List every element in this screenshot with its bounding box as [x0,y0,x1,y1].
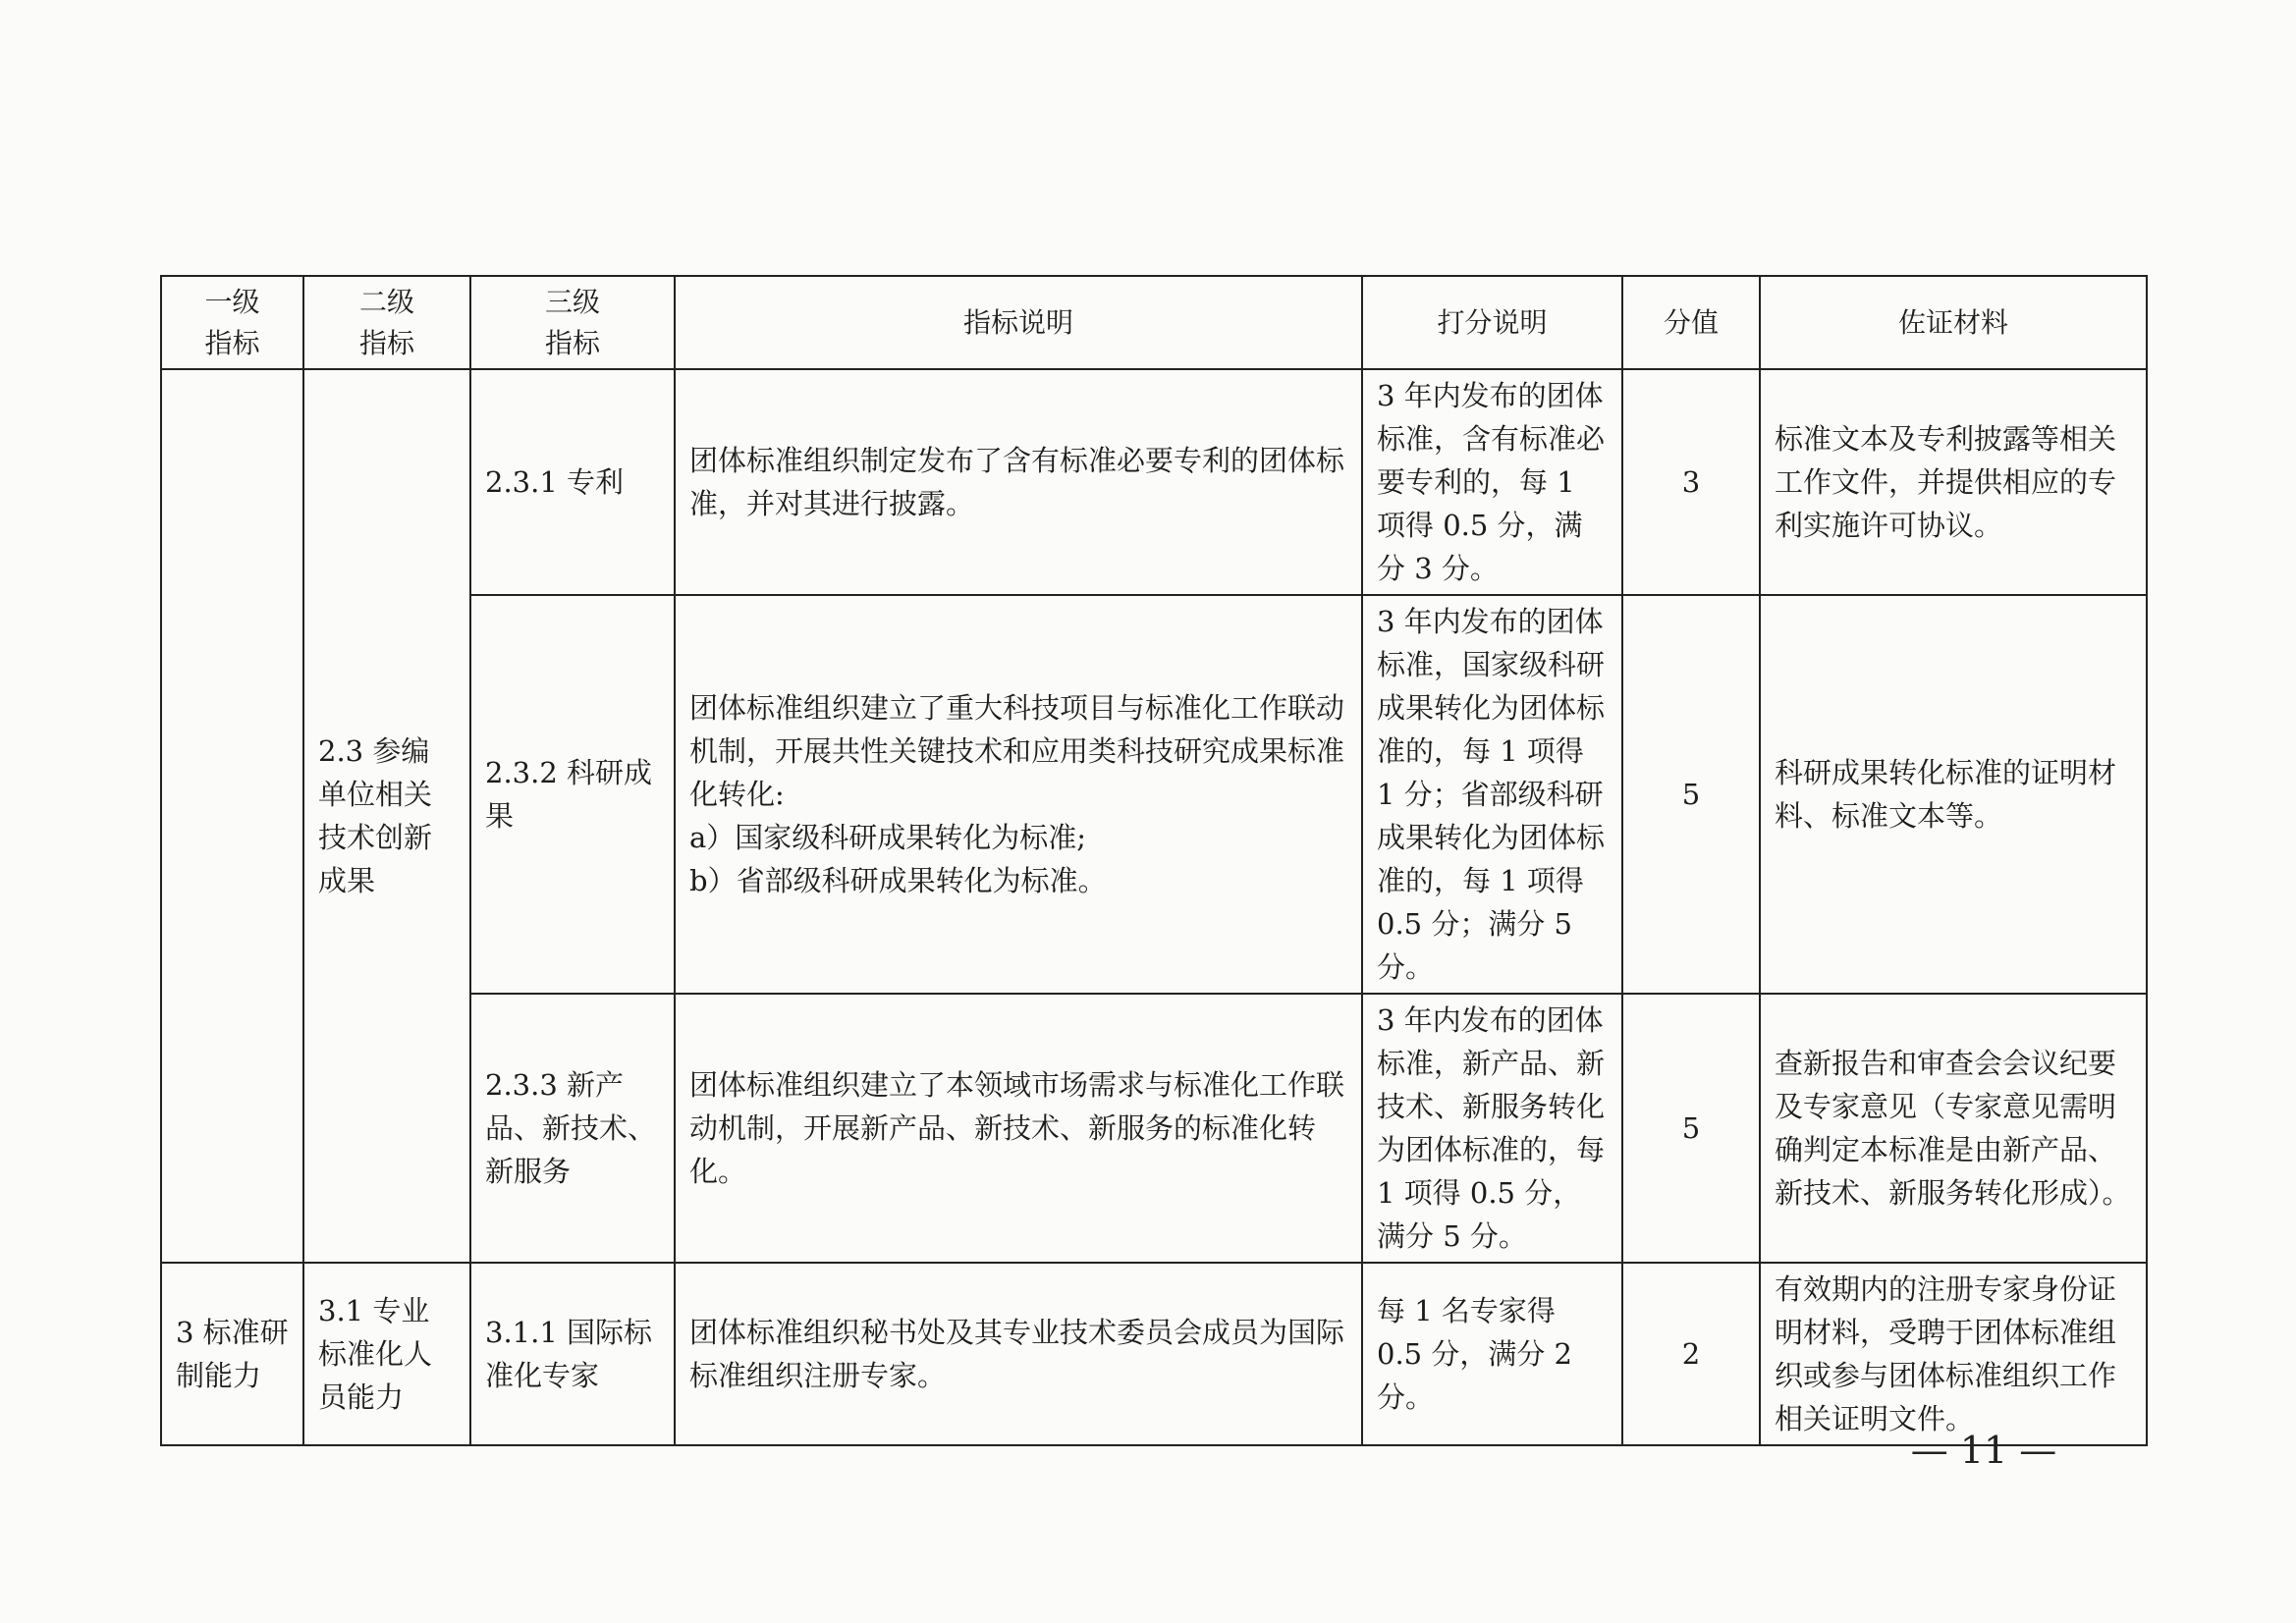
scoring-cell: 3 年内发布的团体标准，新产品、新技术、新服务转化为团体标准的，每 1 项得 0.5 分，满分 5 分。 [1362,994,1622,1263]
header-level2: 二级 指标 [303,276,470,369]
level3-cell: 2.3.2 科研成果 [470,595,675,994]
level2-cell: 3.1 专业标准化人员能力 [303,1263,470,1445]
table-row [161,1263,2147,1445]
table-row [161,369,2147,595]
points-cell: 2 [1622,1263,1760,1445]
description-cell: 团体标准组织制定发布了含有标准必要专利的团体标准，并对其进行披露。 [675,369,1362,595]
header-level3: 三级 指标 [470,276,675,369]
level1-cell: 3 标准研制能力 [161,1263,303,1445]
level3-cell: 2.3.3 新产品、新技术、新服务 [470,994,675,1263]
points-cell: 3 [1622,369,1760,595]
evidence-cell: 标准文本及专利披露等相关工作文件，并提供相应的专利实施许可协议。 [1760,369,2147,595]
header-row [161,276,2147,369]
scoring-cell: 3 年内发布的团体标准，国家级科研成果转化为团体标准的，每 1 项得 1 分；省部级科研成果转化为团体标准的，每 1 项得 0.5 分；满分 5 分。 [1362,595,1622,994]
evidence-cell: 有效期内的注册专家身份证明材料，受聘于团体标准组织或参与团体标准组织工作相关证明文件。 [1760,1263,2147,1445]
scoring-cell: 每 1 名专家得 0.5 分，满分 2 分。 [1362,1263,1622,1445]
level1-cell-empty [161,369,303,1263]
page-number: — 11 — [1910,1429,2057,1472]
level3-cell: 2.3.1 专利 [470,369,675,595]
scoring-cell: 3 年内发布的团体标准，含有标准必要专利的，每 1 项得 0.5 分，满分 3 分。 [1362,369,1622,595]
header-description: 指标说明 [675,276,1362,369]
header-scoring: 打分说明 [1362,276,1622,369]
description-cell: 团体标准组织秘书处及其专业技术委员会成员为国际标准组织注册专家。 [675,1263,1362,1445]
evaluation-table [160,275,2148,1446]
points-cell: 5 [1622,595,1760,994]
header-evidence: 佐证材料 [1760,276,2147,369]
points-cell: 5 [1622,994,1760,1263]
evidence-cell: 科研成果转化标准的证明材料、标准文本等。 [1760,595,2147,994]
description-cell: 团体标准组织建立了重大科技项目与标准化工作联动机制，开展共性关键技术和应用类科技研究成果标准化转化: a）国家级科研成果转化为标准; b）省部级科研成果转化为标准。 [675,595,1362,994]
description-cell: 团体标准组织建立了本领域市场需求与标准化工作联动机制，开展新产品、新技术、新服务的标准化转化。 [675,994,1362,1263]
level3-cell: 3.1.1 国际标准化专家 [470,1263,675,1445]
header-level1: 一级 指标 [161,276,303,369]
evidence-cell: 查新报告和审查会会议纪要及专家意见（专家意见需明确判定本标准是由新产品、新技术、新服务转化形成）。 [1760,994,2147,1263]
level2-cell: 2.3 参编单位相关技术创新成果 [303,369,470,1263]
header-points: 分值 [1622,276,1760,369]
